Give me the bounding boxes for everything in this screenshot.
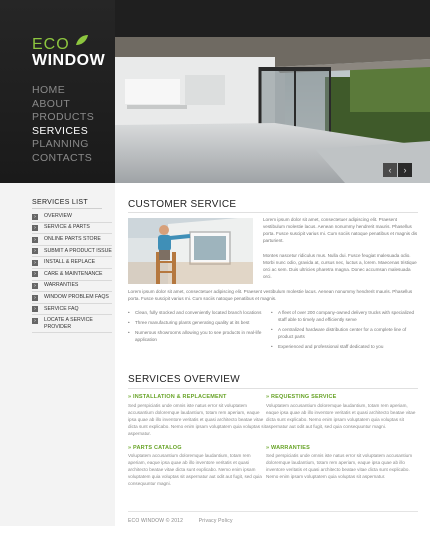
overview-text: Voluptatem accusantium doloremque laudantium, totam rem aperiam, eaque ipsa quae ab illo inventore veritatis et quasi architecto beatae vitae dicta sunt explicabo. Nemo enim ipsam voluptatem quia voluptas sit aspernatur aut odit aut fugit, sed quia consequuntur magni.: [266, 403, 416, 429]
slider-next-button[interactable]: ›: [398, 163, 412, 177]
copyright: ECO WINDOW © 2012: [128, 518, 184, 524]
arrow-right-icon: ›: [32, 260, 38, 266]
arrow-right-icon: ›: [32, 214, 38, 220]
services-list-title: SERVICES LIST: [32, 199, 88, 206]
divider: [128, 212, 418, 213]
overview-heading-installation[interactable]: » INSTALLATION & REPLACEMENT: [128, 394, 227, 400]
services-overview-title: SERVICES OVERVIEW: [128, 374, 240, 385]
list-item: • Three manufacturing plants generating quality at its best: [128, 319, 268, 326]
arrow-right-icon: ›: [32, 271, 38, 277]
list-item: • Numerous showrooms allowing you to see products in real-life application: [128, 329, 268, 343]
overview-heading-warranties[interactable]: » WARRANTIES: [266, 445, 310, 451]
services-list-item[interactable]: › INSTALL & REPLACE: [32, 257, 112, 269]
list-item: • A fleet of over 200 company-owned delivery trucks with specialized staff able to timely and efficiently serve: [271, 309, 418, 323]
intro-paragraph: Montes nascetur ridiculus mus. Nulla dui. Fusce feugiat malesuada odio. Morbi nunc odio, gravida at, cursus nec, luctus a, lorem. Maecenas tristique orci ac sem. Duis ultricies pharetra magna. Donec accumsan malesuada orci.: [263, 253, 417, 279]
overview-text: Sed perspiciatis unde omnis iste natus error sit voluptatem accusantium doloremque laudantium, totam rem aperiam, eaque ipsa quae ab illo inventore veritatis et quasi architecto beatae vitae dicta sunt explicabo. Nemo enim ipsam voluptatem quia voluptas sit aspernatur.: [266, 453, 413, 479]
arrow-right-icon: ›: [32, 237, 38, 243]
main-nav: [32, 84, 94, 165]
divider: [128, 511, 418, 512]
arrow-right-icon: ›: [32, 306, 38, 312]
intro-paragraph: Lorem ipsum dolor sit amet, consectetuer adipiscing elit. Praesent vestibulum molestie lacus. Aenean nonummy hendrerit mauris. Phasellus porta. Fusce suscipit varius mi. Cum sociis natoque penatibus et magnis.: [128, 289, 413, 301]
slider-prev-button[interactable]: ‹: [383, 163, 397, 177]
nav-contacts[interactable]: CONTACTS: [32, 151, 93, 164]
customer-service-title: CUSTOMER SERVICE: [128, 199, 237, 210]
hero-image: [115, 37, 430, 183]
overview-heading-requesting[interactable]: » REQUESTING SERVICE: [266, 394, 337, 400]
services-list-item[interactable]: › OVERVIEW: [32, 211, 112, 223]
list-item: • Clean, fully stocked and conveniently located branch locations: [128, 309, 268, 316]
services-list-item[interactable]: › CARE & MAINTENANCE: [32, 269, 112, 281]
nav-services[interactable]: SERVICES: [32, 124, 89, 137]
divider: [128, 388, 418, 389]
nav-planning[interactable]: PLANNING: [32, 138, 89, 150]
services-list-item[interactable]: › SERVICE FAQ: [32, 304, 112, 316]
overview-heading-parts[interactable]: » PARTS CATALOG: [128, 445, 182, 451]
nav-products[interactable]: PRODUCTS: [32, 111, 95, 123]
nav-home[interactable]: HOME: [32, 84, 66, 96]
services-list-item[interactable]: › SUBMIT A PRODUCT ISSUE: [32, 246, 112, 258]
services-list-item[interactable]: › LOCATE A SERVICE PROVIDER: [32, 315, 112, 333]
services-list: [32, 211, 112, 333]
logo-eco: ECO: [32, 36, 70, 53]
privacy-policy-link[interactable]: Privacy Policy: [198, 518, 233, 524]
services-list-item[interactable]: › ONLINE PARTS STORE: [32, 234, 112, 246]
intro-paragraph: Lorem ipsum dolor sit amet, consectetuer adipiscing elit. Praesent vestibulum molestie lacus. Aenean nonummy hendrerit mauris. Phasellus porta. Fusce suscipit varius mi. Cum sociis natoque penatibus et magnis dis parturient.: [263, 217, 418, 243]
arrow-right-icon: ›: [32, 248, 38, 254]
leaf-icon: [75, 34, 89, 46]
list-item: • Experienced and professional staff dedicated to you: [271, 343, 418, 350]
arrow-right-icon: ›: [32, 225, 38, 231]
features-list-left: [128, 309, 268, 346]
features-list-right: [271, 309, 418, 353]
logo[interactable]: [32, 36, 114, 72]
footer: [128, 518, 233, 524]
overview-text: Voluptatem accusantium doloremque laudantium, totam rem aperiam, eaque ipsa quae ab illo inventore veritatis et quasi architecto beatae vitae dicta sunt explicabo. Nemo enim ipsam voluptatem quia voluptas sit aspernatur aut odit aut fugit, sed quia consequuntur magni.: [128, 453, 262, 486]
arrow-right-icon: ›: [32, 283, 38, 289]
divider: [32, 208, 102, 209]
nav-about[interactable]: ABOUT: [32, 97, 71, 110]
arrow-right-icon: ›: [32, 318, 38, 324]
logo-window: WINDOW: [32, 52, 106, 69]
services-list-item[interactable]: › WINDOW PROBLEM FAQS: [32, 292, 112, 304]
list-item: • A centralized hardware distribution center for a complete line of product parts: [271, 326, 418, 340]
services-list-item[interactable]: › SERVICE & PARTS: [32, 223, 112, 235]
arrow-right-icon: ›: [32, 295, 38, 301]
overview-text: Sed perspiciatis unde omnis iste natus error sit voluptatem accusantium doloremque laudantium, totam rem aperiam, eaque ipsa quae ab illo inventore veritatis et quasi architecto beatae vitae dicta sunt explicabo. Nemo enim ipsam voluptatem quia voluptas sit aspernatur.: [128, 403, 266, 436]
services-list-item[interactable]: › WARRANTIES: [32, 281, 112, 293]
worker-image: [128, 218, 253, 284]
